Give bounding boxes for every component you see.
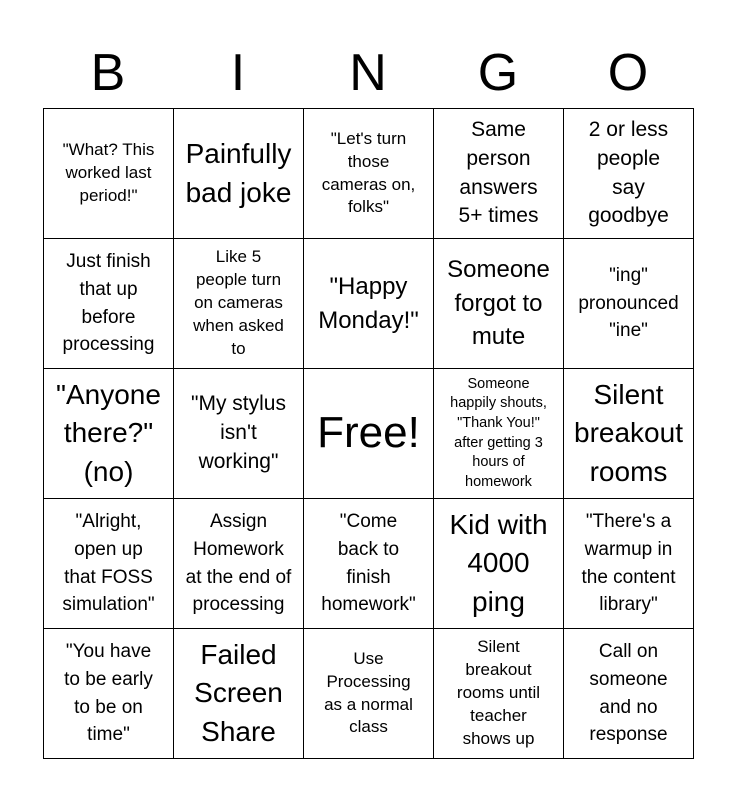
cell-text: Same person answers 5+ times [458, 117, 539, 228]
bingo-cell[interactable] [174, 629, 304, 759]
cell-text: Painfully bad joke [185, 137, 292, 208]
bingo-cell[interactable] [174, 109, 304, 239]
header-letter-g: G [477, 44, 519, 102]
bingo-cell[interactable] [434, 629, 564, 759]
cell-text: "What? This worked last period!" [62, 140, 155, 205]
cell-text: Kid with 4000 ping [449, 508, 548, 617]
bingo-cell[interactable] [564, 239, 694, 369]
cell-text: Silent breakout rooms [574, 378, 683, 487]
header-letter-b: B [90, 44, 126, 102]
bingo-cell[interactable] [434, 109, 564, 239]
bingo-cell[interactable] [304, 109, 434, 239]
bingo-cell[interactable] [174, 239, 304, 369]
cell-text: "Happy Monday!" [318, 272, 419, 334]
header-letter-i: I [230, 44, 246, 102]
cell-text: Just finish that up before processing [62, 251, 155, 356]
bingo-cell[interactable] [44, 109, 174, 239]
bingo-cell[interactable] [304, 499, 434, 629]
bingo-cell[interactable] [174, 499, 304, 629]
bingo-cell[interactable] [174, 369, 304, 499]
bingo-cell[interactable] [44, 629, 174, 759]
cell-text: Someone forgot to mute [447, 256, 550, 351]
header-letter-n: N [349, 44, 387, 102]
bingo-cell[interactable] [564, 629, 694, 759]
bingo-cell[interactable] [304, 629, 434, 759]
cell-text: "There's a warmup in the content library" [581, 511, 676, 616]
bingo-board [43, 108, 694, 759]
bingo-cell[interactable] [564, 109, 694, 239]
bingo-cell[interactable] [564, 499, 694, 629]
cell-text: "ing" pronounced "ine" [578, 265, 679, 342]
free-text: Free! [317, 408, 420, 458]
cell-text: "Anyone there?" (no) [56, 378, 161, 487]
free-cell[interactable] [304, 369, 434, 499]
cell-text: Someone happily shouts, "Thank You!" after getting 3 hours of homework [450, 375, 547, 490]
cell-text: "Come back to finish homework" [321, 511, 416, 616]
bingo-cell[interactable] [434, 369, 564, 499]
cell-text: Silent breakout rooms until teacher shows up [456, 637, 541, 748]
cell-text: 2 or less people say goodbye [588, 117, 669, 228]
bingo-cell[interactable] [434, 239, 564, 369]
bingo-cell[interactable] [564, 369, 694, 499]
header-letter-o: O [607, 44, 649, 102]
cell-text: Like 5 people turn on cameras when asked to [193, 247, 284, 358]
cell-text: Assign Homework at the end of processing [185, 511, 292, 616]
cell-text: Call on someone and no response [589, 641, 668, 746]
bingo-cell[interactable] [44, 369, 174, 499]
cell-text: "Let's turn those cameras on, folks" [321, 128, 416, 217]
bingo-cell[interactable] [434, 499, 564, 629]
cell-text: "Alright, open up that FOSS simulation" [62, 511, 155, 616]
cell-text: Use Processing as a normal class [324, 648, 413, 737]
cell-text: "My stylus isn't working" [191, 392, 286, 473]
bingo-cell[interactable] [304, 239, 434, 369]
cell-text: "You have to be early to be on time" [64, 641, 153, 746]
cell-text: Failed Screen Share [194, 638, 283, 747]
bingo-cell[interactable] [44, 499, 174, 629]
bingo-header [43, 38, 693, 108]
bingo-cell[interactable] [44, 239, 174, 369]
